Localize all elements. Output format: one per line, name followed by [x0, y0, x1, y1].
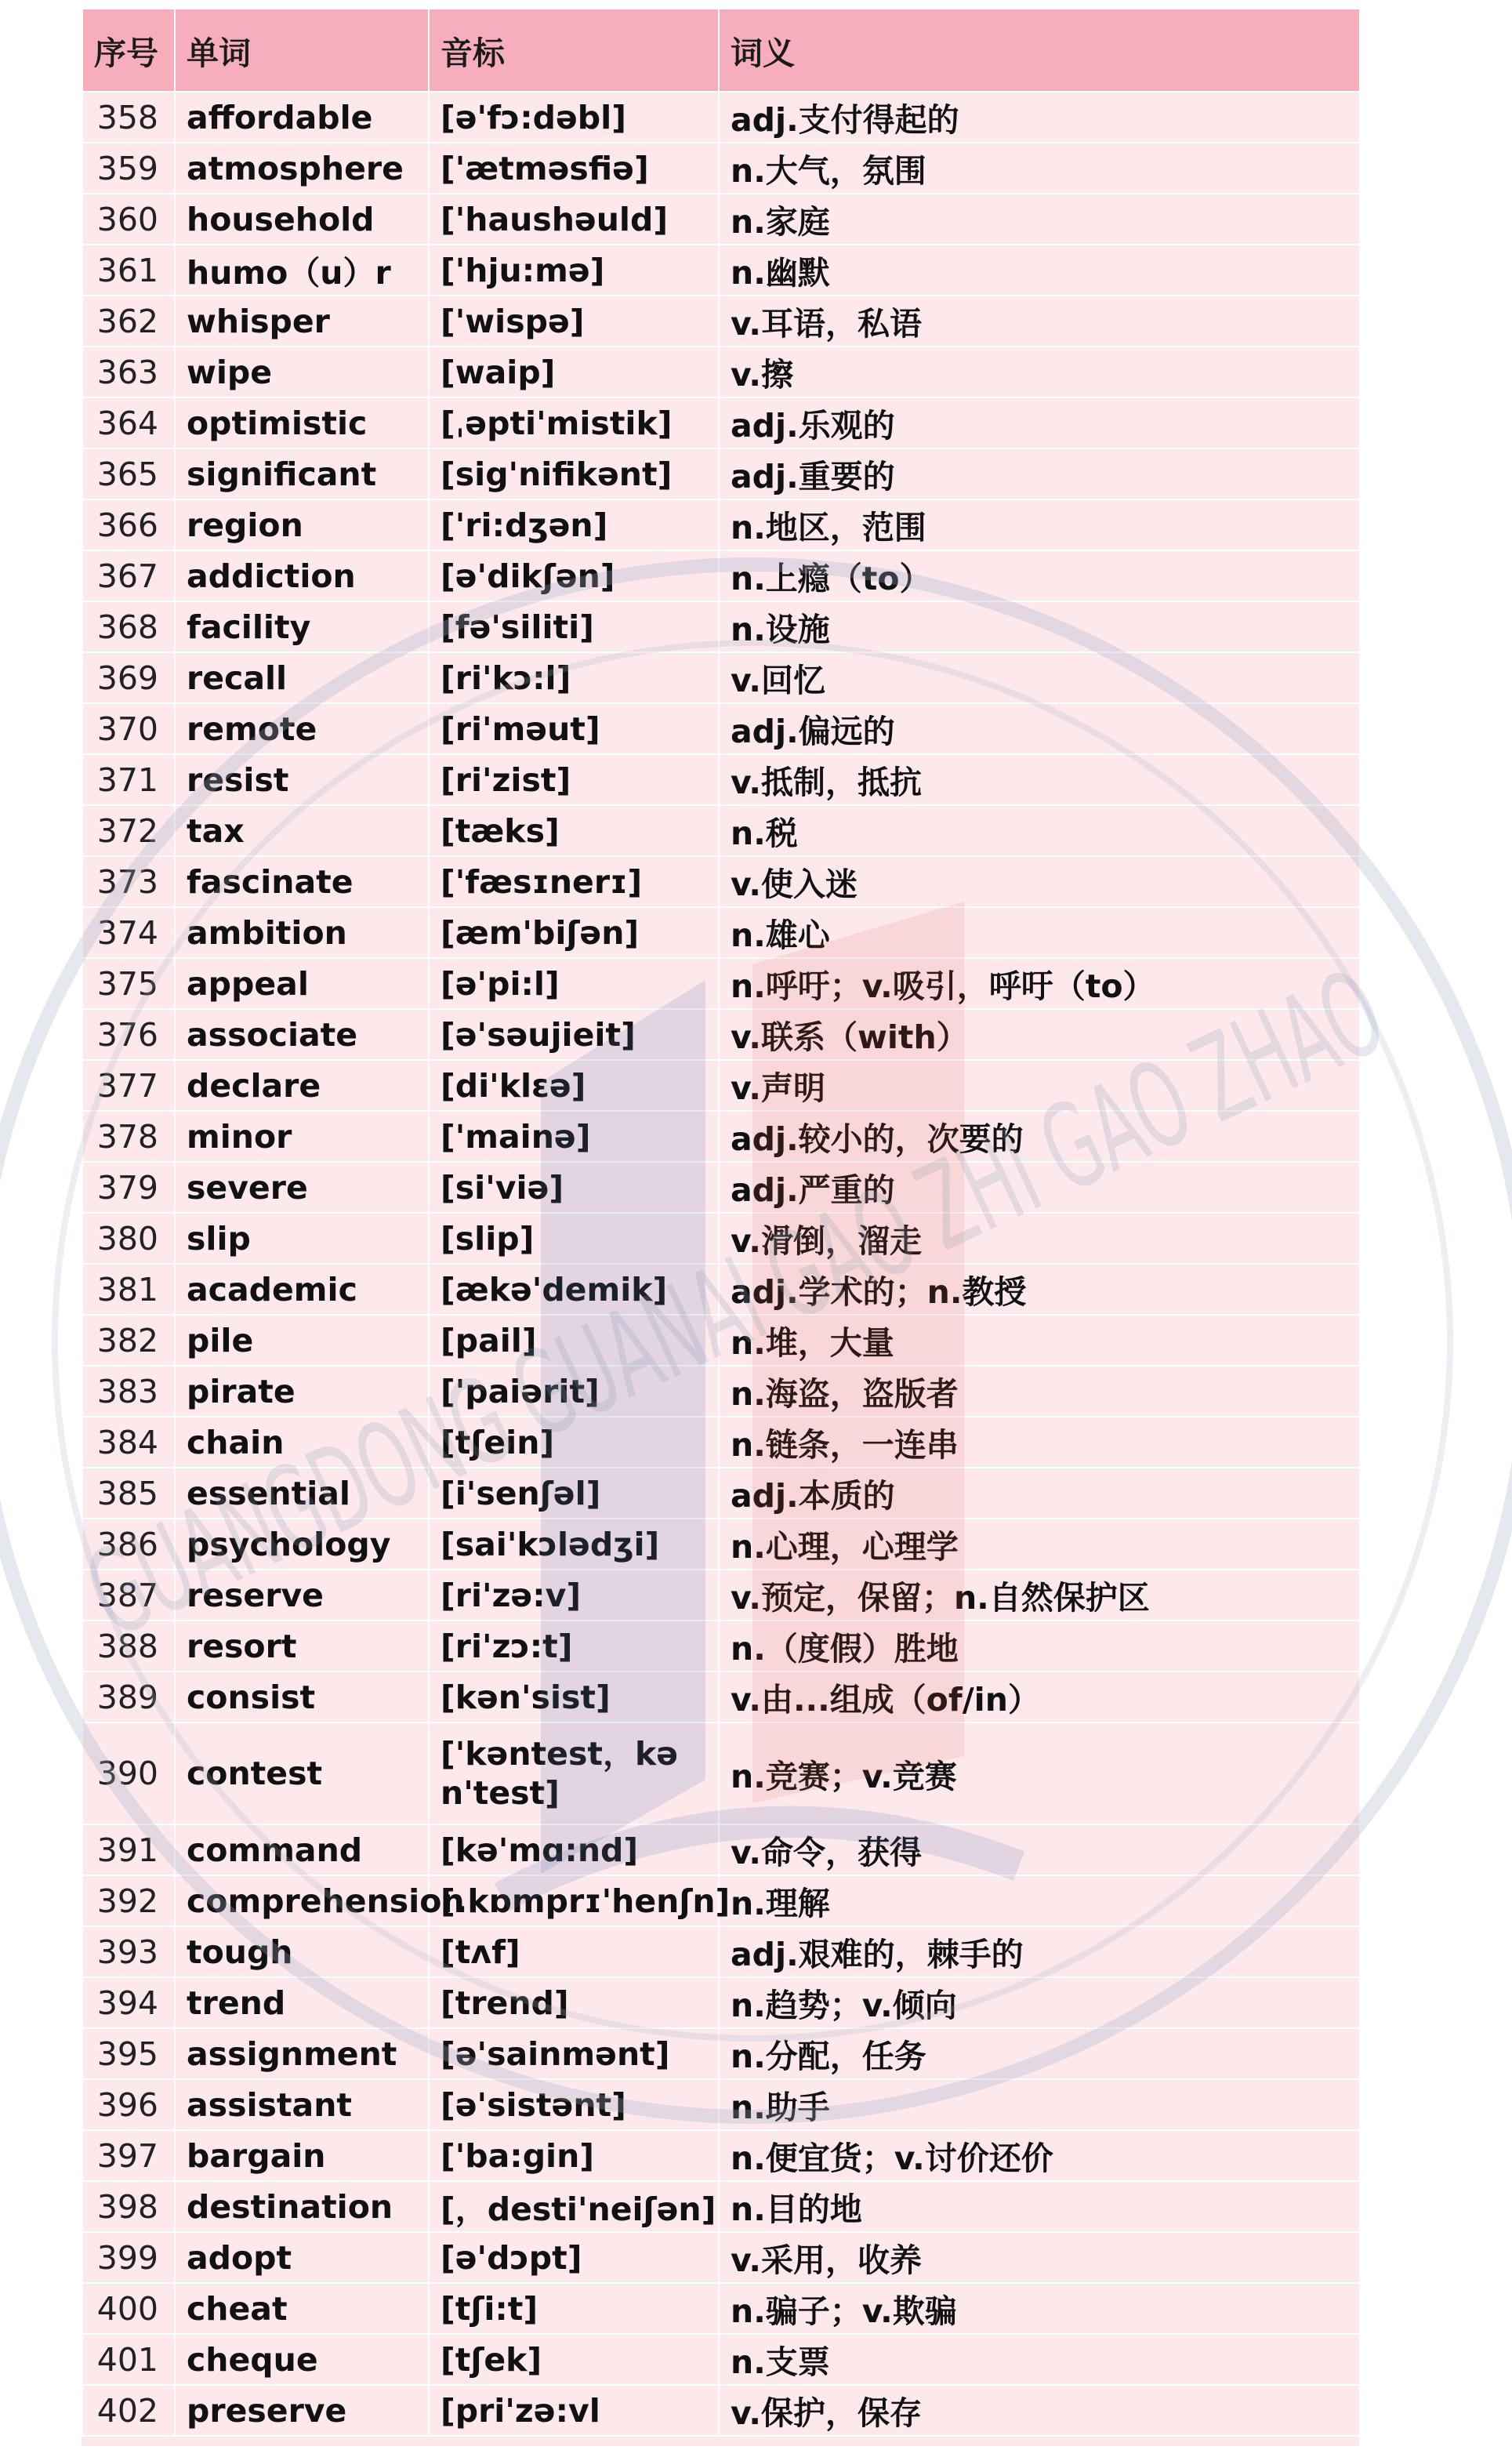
row-phonetic: [ə'sainmənt] — [429, 2028, 719, 2079]
row-number: 371 — [82, 754, 175, 805]
header-meaning: 词义 — [719, 9, 1360, 92]
table-row — [82, 2028, 1360, 2079]
row-number: 395 — [82, 2028, 175, 2079]
row-word: facility — [175, 601, 429, 652]
row-phonetic: [ri'zə:v] — [429, 1570, 719, 1621]
row-phonetic: ['ba:gin] — [429, 2130, 719, 2181]
row-number: 384 — [82, 1417, 175, 1468]
row-phonetic: [æm'biʃən] — [429, 907, 719, 958]
row-word: tough — [175, 1926, 429, 1977]
row-phonetic: [ə'dɔpt] — [429, 2232, 719, 2283]
row-meaning: adj.严重的 — [719, 1162, 1360, 1213]
row-number: 388 — [82, 1621, 175, 1671]
row-phonetic: [ækə'demik] — [429, 1264, 719, 1315]
row-meaning: n.趋势；v.倾向 — [719, 1977, 1360, 2028]
row-phonetic: [ə'səujieit] — [429, 1009, 719, 1060]
row-number: 359 — [82, 143, 175, 194]
row-word: cheat — [175, 2283, 429, 2334]
row-meaning: n.目的地 — [719, 2181, 1360, 2232]
row-meaning: n.助手 — [719, 2079, 1360, 2130]
row-meaning: n.设施 — [719, 601, 1360, 652]
row-number: 383 — [82, 1366, 175, 1417]
row-meaning: adj.艰难的，棘手的 — [719, 1926, 1360, 1977]
row-meaning: n.竞赛；v.竞赛 — [719, 1722, 1360, 1824]
table-row — [82, 1213, 1360, 1264]
row-word: reserve — [175, 1570, 429, 1621]
row-phonetic: [tʃein] — [429, 1417, 719, 1468]
table-body — [82, 92, 1360, 2436]
row-meaning: n.税 — [719, 805, 1360, 856]
row-phonetic: ['wispə] — [429, 296, 719, 347]
table-row — [82, 1977, 1360, 2028]
row-word: recall — [175, 652, 429, 703]
row-meaning: adj.支付得起的 — [719, 92, 1360, 143]
table-row — [82, 1722, 1360, 1824]
row-word: psychology — [175, 1519, 429, 1570]
row-meaning: adj.学术的；n.教授 — [719, 1264, 1360, 1315]
row-phonetic: [sai'kɔlədʒi] — [429, 1519, 719, 1570]
table-row — [82, 601, 1360, 652]
row-number: 376 — [82, 1009, 175, 1060]
table-row — [82, 958, 1360, 1009]
row-word: command — [175, 1824, 429, 1875]
row-word: addiction — [175, 550, 429, 601]
row-number: 365 — [82, 448, 175, 499]
row-number: 377 — [82, 1060, 175, 1111]
row-number: 389 — [82, 1671, 175, 1722]
row-meaning: n.分配，任务 — [719, 2028, 1360, 2079]
row-word: declare — [175, 1060, 429, 1111]
table-row — [82, 245, 1360, 296]
row-word: academic — [175, 1264, 429, 1315]
row-phonetic: [di'klɛə] — [429, 1060, 719, 1111]
table-row — [82, 1926, 1360, 1977]
table-row — [82, 805, 1360, 856]
row-phonetic: [pail] — [429, 1315, 719, 1366]
row-word: ambition — [175, 907, 429, 958]
row-phonetic: [fə'siliti] — [429, 601, 719, 652]
table-row — [82, 1264, 1360, 1315]
row-meaning: adj.较小的，次要的 — [719, 1111, 1360, 1162]
row-meaning: n.堆，大量 — [719, 1315, 1360, 1366]
row-phonetic: [waip] — [429, 347, 719, 397]
row-phonetic: [tʌf] — [429, 1926, 719, 1977]
table-row — [82, 2181, 1360, 2232]
row-phonetic: ['haushəuld] — [429, 194, 719, 245]
row-meaning: n.链条，一连串 — [719, 1417, 1360, 1468]
row-phonetic: [tʃek] — [429, 2334, 719, 2385]
row-number: 360 — [82, 194, 175, 245]
row-phonetic: [ri'zɔ:t] — [429, 1621, 719, 1671]
table-row — [82, 1519, 1360, 1570]
row-phonetic: [ə'fɔ:dəbl] — [429, 92, 719, 143]
row-word: assignment — [175, 2028, 429, 2079]
row-number: 394 — [82, 1977, 175, 2028]
row-word: whisper — [175, 296, 429, 347]
row-meaning: v.回忆 — [719, 652, 1360, 703]
table-row — [82, 2232, 1360, 2283]
row-number: 397 — [82, 2130, 175, 2181]
row-meaning: adj.重要的 — [719, 448, 1360, 499]
table-row — [82, 1621, 1360, 1671]
header-word: 单词 — [175, 9, 429, 92]
row-meaning: v.声明 — [719, 1060, 1360, 1111]
row-number: 398 — [82, 2181, 175, 2232]
row-number: 392 — [82, 1875, 175, 1926]
row-word: significant — [175, 448, 429, 499]
header-row — [82, 9, 1360, 92]
table-row — [82, 1009, 1360, 1060]
row-word: trend — [175, 1977, 429, 2028]
row-phonetic: ['ætməsfiə] — [429, 143, 719, 194]
row-phonetic: [，desti'neiʃən] — [429, 2181, 719, 2232]
row-number: 362 — [82, 296, 175, 347]
table-row — [82, 1060, 1360, 1111]
row-number: 363 — [82, 347, 175, 397]
row-word: tax — [175, 805, 429, 856]
row-word: household — [175, 194, 429, 245]
row-number: 366 — [82, 499, 175, 550]
row-number: 391 — [82, 1824, 175, 1875]
row-meaning: n.（度假）胜地 — [719, 1621, 1360, 1671]
row-meaning: n.大气，氛围 — [719, 143, 1360, 194]
row-meaning: n.上瘾（to） — [719, 550, 1360, 601]
row-number: 369 — [82, 652, 175, 703]
row-meaning: v.耳语，私语 — [719, 296, 1360, 347]
row-phonetic: [tʃi:t] — [429, 2283, 719, 2334]
table-row — [82, 499, 1360, 550]
row-number: 379 — [82, 1162, 175, 1213]
row-phonetic: [.kɒmprɪ'henʃn] — [429, 1875, 719, 1926]
row-phonetic: [ə'dikʃən] — [429, 550, 719, 601]
row-word: comprehension — [175, 1875, 429, 1926]
row-phonetic: [i'senʃəl] — [429, 1468, 719, 1519]
row-number: 367 — [82, 550, 175, 601]
row-number: 368 — [82, 601, 175, 652]
row-meaning: v.命令，获得 — [719, 1824, 1360, 1875]
row-meaning: adj.乐观的 — [719, 397, 1360, 448]
row-phonetic: [ri'məut] — [429, 703, 719, 754]
row-word: resist — [175, 754, 429, 805]
row-meaning: v.预定，保留；n.自然保护区 — [719, 1570, 1360, 1621]
row-phonetic: [kə'mɑ:nd] — [429, 1824, 719, 1875]
row-phonetic: ['mainə] — [429, 1111, 719, 1162]
row-word: optimistic — [175, 397, 429, 448]
row-meaning: n.海盗，盗版者 — [719, 1366, 1360, 1417]
row-word: atmosphere — [175, 143, 429, 194]
row-word: preserve — [175, 2385, 429, 2436]
row-phonetic: [ri'zist] — [429, 754, 719, 805]
row-phonetic: [ˌəpti'mistik] — [429, 397, 719, 448]
row-phonetic: [ri'kɔ:l] — [429, 652, 719, 703]
row-meaning: v.由...组成（of/in） — [719, 1671, 1360, 1722]
table-row — [82, 856, 1360, 907]
header-phonetic: 音标 — [429, 9, 719, 92]
row-number: 402 — [82, 2385, 175, 2436]
row-word: region — [175, 499, 429, 550]
row-word: minor — [175, 1111, 429, 1162]
row-number: 396 — [82, 2079, 175, 2130]
row-meaning: n.理解 — [719, 1875, 1360, 1926]
table-row — [82, 1570, 1360, 1621]
table-row — [82, 2079, 1360, 2130]
row-word: associate — [175, 1009, 429, 1060]
row-number: 390 — [82, 1722, 175, 1824]
header-number: 序号 — [82, 9, 175, 92]
row-word: contest — [175, 1722, 429, 1824]
table-row — [82, 347, 1360, 397]
row-word: severe — [175, 1162, 429, 1213]
row-meaning: n.骗子；v.欺骗 — [719, 2283, 1360, 2334]
row-word: chain — [175, 1417, 429, 1468]
row-number: 374 — [82, 907, 175, 958]
row-word: resort — [175, 1621, 429, 1671]
row-word: appeal — [175, 958, 429, 1009]
row-word: slip — [175, 1213, 429, 1264]
table-row — [82, 448, 1360, 499]
table-row — [82, 2385, 1360, 2436]
row-phonetic: ['paiərit] — [429, 1366, 719, 1417]
row-phonetic: [ə'sistənt] — [429, 2079, 719, 2130]
table-row — [82, 296, 1360, 347]
row-number: 400 — [82, 2283, 175, 2334]
table-row — [82, 907, 1360, 958]
row-phonetic: ['ri:dʒən] — [429, 499, 719, 550]
table-row — [82, 2283, 1360, 2334]
row-meaning: v.采用，收养 — [719, 2232, 1360, 2283]
row-word: humo（u）r — [175, 245, 429, 296]
table-row — [82, 1162, 1360, 1213]
table-row — [82, 397, 1360, 448]
row-word: pirate — [175, 1366, 429, 1417]
row-number: 401 — [82, 2334, 175, 2385]
row-meaning: v.抵制，抵抗 — [719, 754, 1360, 805]
row-meaning: n.家庭 — [719, 194, 1360, 245]
table-row — [82, 1111, 1360, 1162]
row-word: adopt — [175, 2232, 429, 2283]
table-row — [82, 194, 1360, 245]
row-number: 393 — [82, 1926, 175, 1977]
row-meaning: v.滑倒，溜走 — [719, 1213, 1360, 1264]
table-row — [82, 1366, 1360, 1417]
row-word: remote — [175, 703, 429, 754]
table-row — [82, 652, 1360, 703]
row-meaning: n.便宜货；v.讨价还价 — [719, 2130, 1360, 2181]
table-row — [82, 1315, 1360, 1366]
row-phonetic: ['fæsɪnerɪ] — [429, 856, 719, 907]
row-meaning: v.擦 — [719, 347, 1360, 397]
table-row — [82, 2130, 1360, 2181]
table-row — [82, 703, 1360, 754]
table-row — [82, 1417, 1360, 1468]
table-row — [82, 1671, 1360, 1722]
row-phonetic: ['hju:mə] — [429, 245, 719, 296]
row-word: cheque — [175, 2334, 429, 2385]
table-row — [82, 1468, 1360, 1519]
row-word: destination — [175, 2181, 429, 2232]
row-meaning: v.保护，保存 — [719, 2385, 1360, 2436]
row-number: 364 — [82, 397, 175, 448]
row-meaning: v.使入迷 — [719, 856, 1360, 907]
row-word: assistant — [175, 2079, 429, 2130]
row-phonetic: [pri'zə:vl — [429, 2385, 719, 2436]
row-meaning: n.心理，心理学 — [719, 1519, 1360, 1570]
row-word: affordable — [175, 92, 429, 143]
row-phonetic: [tæks] — [429, 805, 719, 856]
table-row — [82, 2334, 1360, 2385]
row-meaning: n.呼吁；v.吸引，呼吁（to） — [719, 958, 1360, 1009]
row-number: 373 — [82, 856, 175, 907]
row-meaning: n.支票 — [719, 2334, 1360, 2385]
table-row — [82, 92, 1360, 143]
row-phonetic: ['kəntest，kən'test] — [429, 1722, 719, 1824]
row-number: 372 — [82, 805, 175, 856]
row-phonetic: [slip] — [429, 1213, 719, 1264]
row-word: consist — [175, 1671, 429, 1722]
row-word: pile — [175, 1315, 429, 1366]
table-row — [82, 550, 1360, 601]
vocabulary-table — [82, 8, 1361, 2437]
row-meaning: n.幽默 — [719, 245, 1360, 296]
row-phonetic: [ə'pi:l] — [429, 958, 719, 1009]
table-row — [82, 1875, 1360, 1926]
row-number: 385 — [82, 1468, 175, 1519]
row-number: 375 — [82, 958, 175, 1009]
table-row — [82, 143, 1360, 194]
row-number: 380 — [82, 1213, 175, 1264]
row-phonetic: [kən'sist] — [429, 1671, 719, 1722]
row-number: 387 — [82, 1570, 175, 1621]
row-meaning: v.联系（with） — [719, 1009, 1360, 1060]
row-phonetic: [trend] — [429, 1977, 719, 2028]
row-word: essential — [175, 1468, 429, 1519]
row-number: 386 — [82, 1519, 175, 1570]
row-number: 382 — [82, 1315, 175, 1366]
row-word: bargain — [175, 2130, 429, 2181]
row-number: 358 — [82, 92, 175, 143]
row-number: 399 — [82, 2232, 175, 2283]
row-meaning: n.雄心 — [719, 907, 1360, 958]
row-phonetic: [si'viə] — [429, 1162, 719, 1213]
table-row — [82, 754, 1360, 805]
row-number: 361 — [82, 245, 175, 296]
table-row — [82, 1824, 1360, 1875]
row-word: fascinate — [175, 856, 429, 907]
row-word: wipe — [175, 347, 429, 397]
row-number: 370 — [82, 703, 175, 754]
row-phonetic: [sig'nifikənt] — [429, 448, 719, 499]
row-number: 378 — [82, 1111, 175, 1162]
row-meaning: n.地区，范围 — [719, 499, 1360, 550]
row-meaning: adj.本质的 — [719, 1468, 1360, 1519]
row-number: 381 — [82, 1264, 175, 1315]
row-meaning: adj.偏远的 — [719, 703, 1360, 754]
